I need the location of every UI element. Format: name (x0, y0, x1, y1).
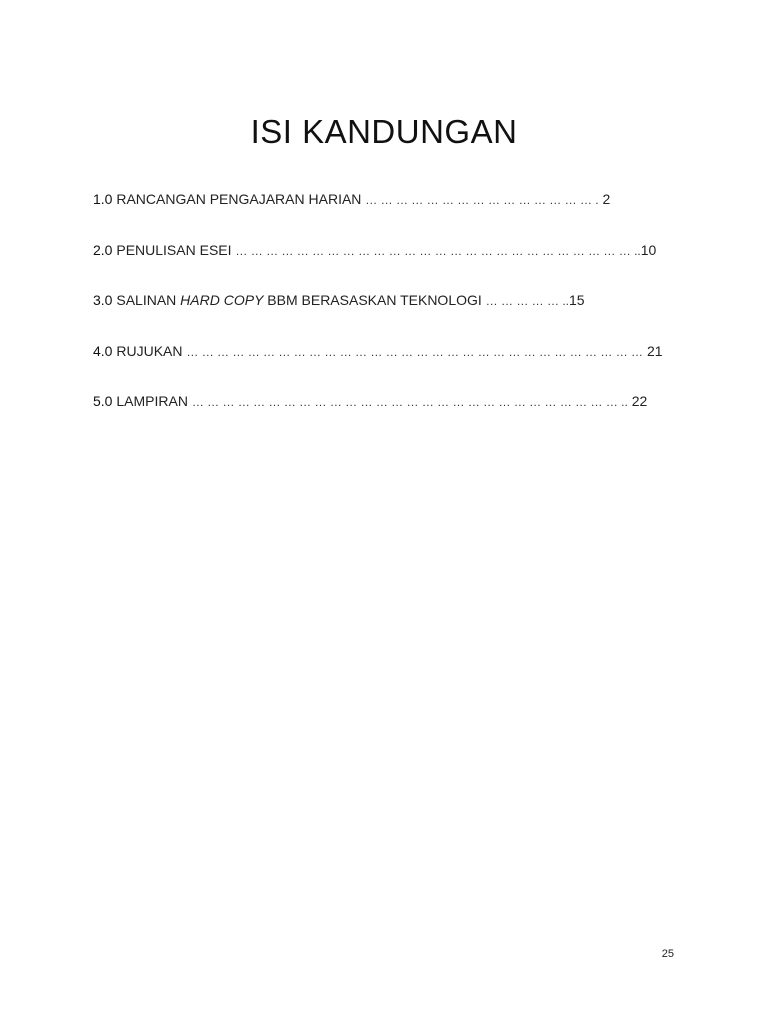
toc-entry-label-rest: BBM BERASASKAN TEKNOLOGI (267, 292, 482, 308)
toc-leader-dots: … … … … … … … … … … … … … … … … … … … … … … … … … … .. (235, 243, 641, 258)
toc-leader-dots: … … … … … … … … … … … … … … … . (365, 193, 599, 207)
page-title: ISI KANDUNGAN (250, 113, 518, 150)
toc-entry-label: RANCANGAN PENGAJARAN HARIAN (116, 191, 362, 207)
toc-entry-number: 4.0 (93, 342, 113, 359)
toc-entry-number: 5.0 (93, 393, 113, 409)
toc-entry-2 (93, 240, 657, 291)
page-number: 25 (661, 948, 674, 960)
toc-entry-label: PENULISAN ESEI (116, 241, 232, 258)
toc-entry-page: 22 (631, 393, 648, 409)
toc-leader-dots: … … … … … … … … … … … … … … … … … … … … … … … … … … … … .. (191, 395, 628, 409)
toc-entry-label: LAMPIRAN (116, 393, 188, 409)
toc-entry-1 (93, 189, 641, 240)
toc-entry-3 (93, 290, 641, 341)
toc-entry-number: 1.0 (93, 191, 113, 207)
toc-entry-label: SALINAN (116, 292, 177, 308)
toc-leader-dots: … … … … … .. (485, 294, 570, 308)
toc-entry-page: 21 (646, 342, 663, 359)
toc-entry-label: RUJUKAN (116, 342, 183, 359)
toc-entry-page: 15 (569, 292, 585, 308)
toc-entry-4 (93, 341, 663, 392)
toc-leader-dots: … … … … … … … … … … … … … … … … … … … … … … … … … … … … … … (186, 344, 644, 359)
toc-entry-number: 2.0 (93, 241, 113, 258)
table-of-contents (93, 189, 663, 442)
toc-entry-page: 2 (602, 191, 611, 207)
toc-entry-number: 3.0 (93, 292, 113, 308)
toc-entry-page: 10 (640, 241, 657, 258)
toc-entry-label-italic: HARD COPY (180, 292, 264, 308)
toc-entry-5 (93, 391, 648, 442)
